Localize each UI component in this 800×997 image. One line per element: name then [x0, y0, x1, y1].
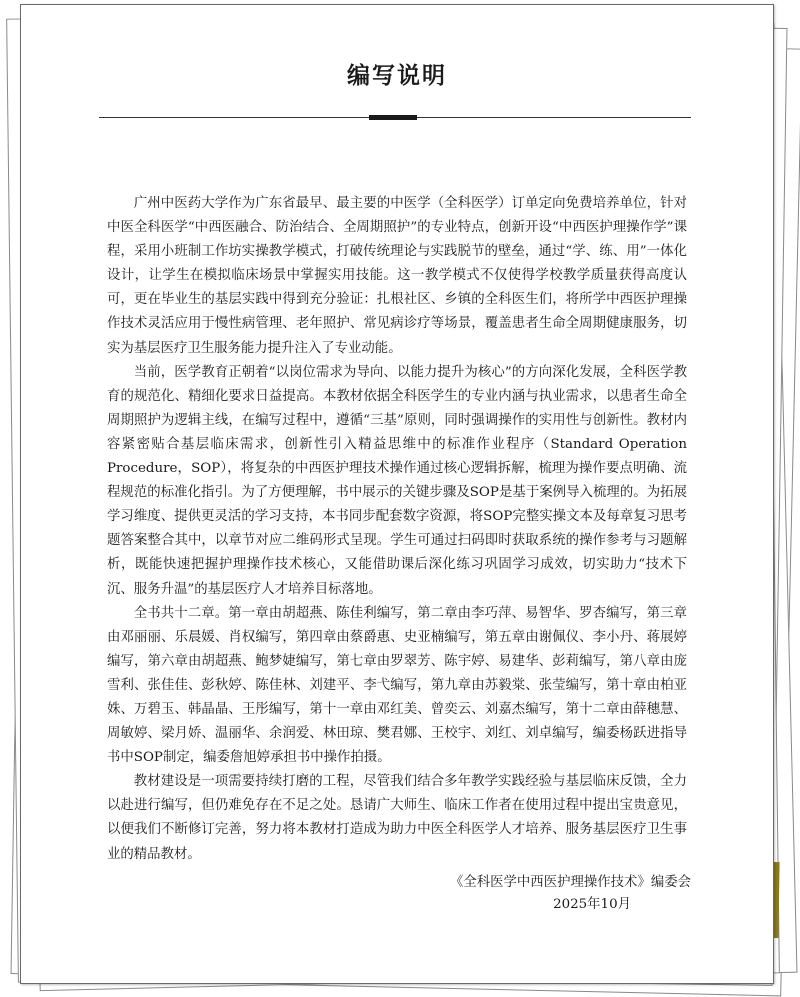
paragraph-4: 教材建设是一项需要持续打磨的工程，尽管我们结合多年教学实践经验与基层临床反馈，全力以赴进行编写，但仍难免存在不足之处。恳请广大师生、临床工作者在使用过程中提出宝贵意见，以便我们不断修订完善，努力将本教材打造成为助力中医全科医学人才培养、服务基层医疗卫生事业的精品教材。 — [107, 774, 687, 862]
paragraph-1: 广州中医药大学作为广东省最早、最主要的中医学（全科医学）订单定向免费培养单位，针对中医全科医学“中西医融合、防治结合、全周期照护”的专业特点，创新开设“中西医护理操作学”课程，采用小班制工作坊实操教学模式，打破传统理论与实践脱节的壁垒，通过“学、练、用”一体化设计，让学生在模拟临床场景中掌握实用技能。这一教学模式不仅使得学校教学质量获得高度认可，更在毕业生的基层实践中得到充分验证：扎根社区、乡镇的全科医生们，将所学中西医护理操作技术灵活应用于慢性病管理、老年照护、常见病诊疗等场景，覆盖患者生命全周期健康服务，切实为基层医疗卫生服务能力提升注入了专业动能。 — [107, 196, 687, 356]
title-divider-accent — [369, 115, 417, 120]
signature-committee: 《全科医学中西医护理操作技术》编委会 — [449, 875, 691, 890]
page-title: 编写说明 — [347, 63, 447, 89]
paragraph-3: 全书共十二章。第一章由胡超燕、陈佳利编写，第二章由李巧萍、易智华、罗杏编写，第三章由邓丽丽、乐晨媛、肖权编写，第四章由蔡爵惠、史亚楠编写，第五章由谢佩仪、李小丹、蒋展婷编写，第六章由胡超燕、鲍梦婕编写，第七章由罗翠芳、陈宇婷、易建华、彭莉编写，第八章由庞雪利、张佳佳、彭秋婷、陈佳林、刘建平、李弋编写，第九章由苏毅棠、张莹编写，第十章由柏亚姝、万碧玉、韩晶晶、王彤编写，第十一章由邓红美、曾奕云、刘嘉杰编写，第十二章由薛穗慧、周敏婷、梁月娇、温丽华、余润爱、林田琼、樊君娜、王校宇、刘红、刘卓编写，编委杨跃进指导书中SOP制定，编委詹旭婷承担书中操作拍摄。 — [107, 605, 687, 766]
signature-block — [321, 872, 691, 916]
signature-date: 2025年10月 — [553, 897, 631, 912]
body-text — [107, 192, 687, 867]
paragraph-2: 当前，医学教育正朝着“以岗位需求为导向、以能力提升为核心”的方向深化发展，全科医学教育的规范化、精细化要求日益提高。本教材依据全科医学生的专业内涵与执业需求，以患者生命全周期照护为逻辑主线，在编写过程中，遵循“三基”原则，同时强调操作的实用性与创新性。教材内容紧密贴合基层临床需求，创新性引入精益思维中的标准作业程序（Standard Operation Procedure，SOP），将复杂的中西医护理技术操作通过核心逻辑拆解，梳理为操作要点明确、流程规范的标准化指引。为了方便理解，书中展示的关键步骤及SOP是基于案例导入梳理的。为拓展学习维度、提供更灵活的学习支持，本书同步配套数字资源，将SOP完整实操文本及每章复习思考题答案整合其中，以章节对应二维码形式呈现。学生可通过扫码即时获取系统的操作参考与习题解析，既能快速把握护理操作技术核心，又能借助课后深化练习巩固学习成效，切实助力“技术下沉、服务升温”的基层医疗人才培养目标落地。 — [107, 364, 687, 597]
document-page — [20, 4, 774, 984]
